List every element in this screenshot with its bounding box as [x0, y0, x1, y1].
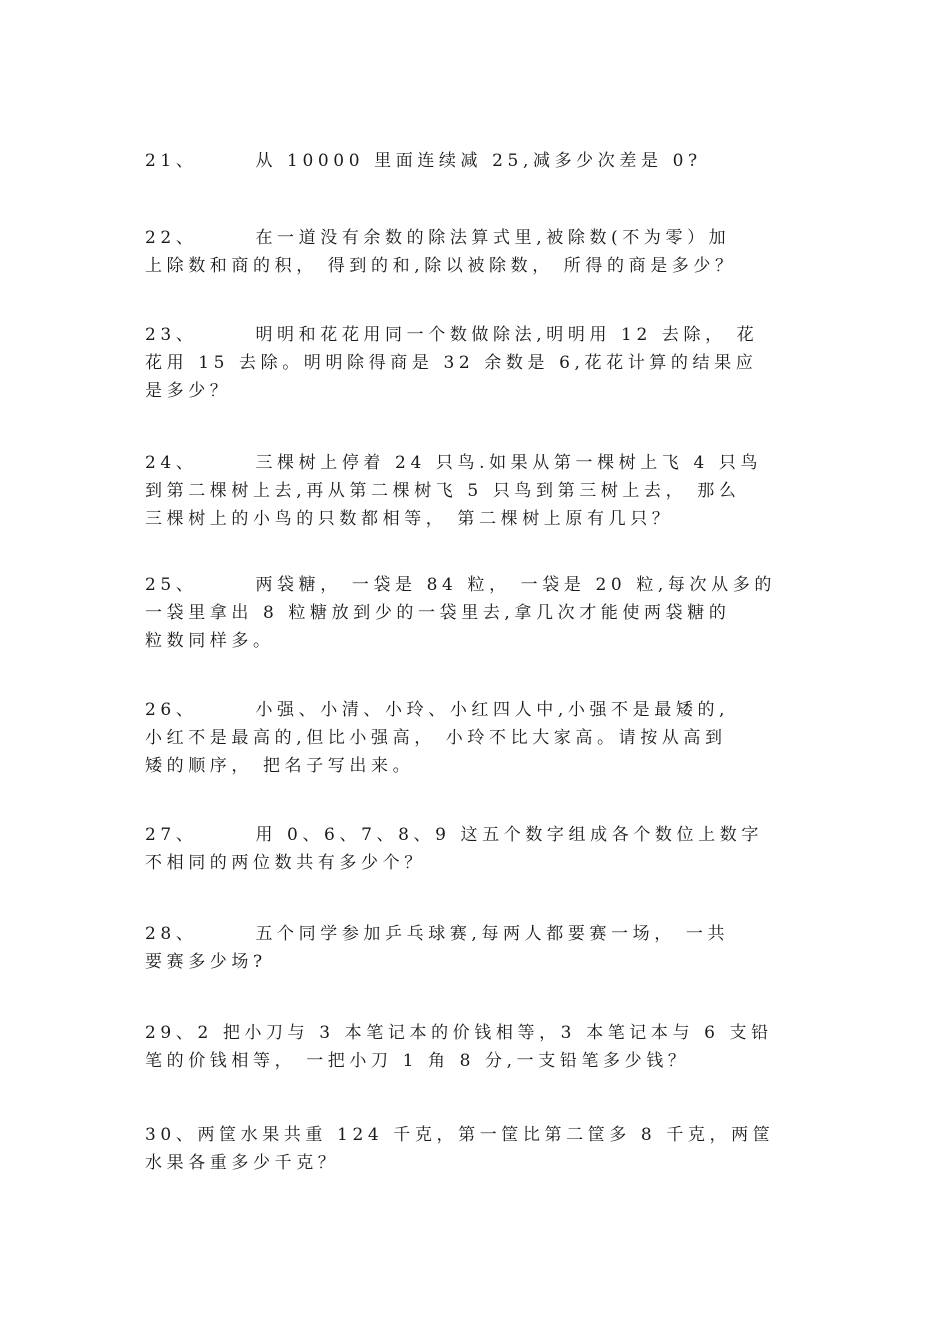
problem-number: 26、: [145, 700, 198, 720]
problem-line: 是多少？: [145, 381, 232, 401]
problem-21: [145, 147, 805, 175]
problem-line: [145, 449, 805, 477]
problem-line: 到第二棵树上去,再从第二棵树飞 5 只鸟到第三树上去， 那么: [145, 481, 741, 501]
problem-25: [145, 571, 805, 655]
problem-27: [145, 821, 805, 877]
problem-line: [145, 147, 805, 175]
problem-number: 22、: [145, 228, 198, 248]
problem-line: 笔的价钱相等， 一把小刀 1 角 8 分,一支铅笔多少钱？: [145, 1051, 690, 1071]
problem-text: 在一道没有余数的除法算式里,被除数(不为零）加: [255, 228, 731, 248]
problem-line: 矮的顺序， 把名子写出来。: [145, 756, 415, 776]
problem-line: [145, 1019, 805, 1047]
problem-text: 五个同学参加乒乓球赛,每两人都要赛一场， 一共: [255, 924, 730, 944]
problem-line: [145, 1121, 805, 1149]
problem-number: 25、: [145, 575, 198, 595]
problem-line: [145, 821, 805, 849]
problem-29: [145, 1019, 805, 1075]
problem-text: 2 把小刀与 3 本笔记本的价钱相等，3 本笔记本与 6 支铅: [197, 1023, 773, 1043]
problem-number: 21、: [145, 151, 198, 171]
problem-line: 小红不是最高的,但比小强高， 小玲不比大家高。请按从高到: [145, 728, 727, 748]
problem-line: 不相同的两位数共有多少个？: [145, 853, 426, 873]
problem-number: 24、: [145, 453, 198, 473]
problem-number: 29、: [145, 1023, 198, 1043]
problem-line: 要赛多少场?: [145, 952, 267, 972]
problem-line: 水果各重多少千克？: [145, 1153, 340, 1173]
problem-line: [145, 571, 805, 599]
problem-line: 三棵树上的小鸟的只数都相等， 第二棵树上原有几只？: [145, 509, 674, 529]
problem-text: 三棵树上停着 24 只鸟.如果从第一棵树上飞 4 只鸟: [255, 453, 763, 473]
problem-line: [145, 224, 805, 252]
problem-text: 明明和花花用同一个数做除法,明明用 12 去除， 花: [255, 325, 759, 345]
problem-text: 两袋糖， 一袋是 84 粒， 一袋是 20 粒,每次从多的: [255, 575, 776, 595]
problem-text: 用 0、6、7、8、9 这五个数字组成各个数位上数字: [255, 825, 763, 845]
problem-number: 23、: [145, 325, 198, 345]
problem-number: 30、: [145, 1125, 198, 1145]
problem-22: [145, 224, 805, 280]
problem-number: 27、: [145, 825, 198, 845]
problem-number: 28、: [145, 924, 198, 944]
problem-30: [145, 1121, 805, 1177]
problem-23: [145, 321, 805, 405]
problem-line: [145, 321, 805, 349]
problem-line: 一袋里拿出 8 粒糖放到少的一袋里去,拿几次才能使两袋糖的: [145, 603, 731, 623]
problem-text: 两筐水果共重 124 千克，第一筐比第二筐多 8 千克，两筐: [197, 1125, 775, 1145]
problem-line: 粒数同样多。: [145, 631, 275, 651]
problem-24: [145, 449, 805, 533]
problem-line: 上除数和商的积， 得到的和,除以被除数， 所得的商是多少？: [145, 256, 737, 276]
problem-line: 花用 15 去除。明明除得商是 32 余数是 6,花花计算的结果应: [145, 353, 758, 373]
problem-text: 小强、小清、小玲、小红四人中,小强不是最矮的,: [255, 700, 730, 720]
problem-line: [145, 920, 805, 948]
problem-26: [145, 696, 805, 780]
problem-28: [145, 920, 805, 976]
problem-line: [145, 696, 805, 724]
problem-text: 从 10000 里面连续减 25,减多少次差是 0?: [255, 151, 702, 171]
